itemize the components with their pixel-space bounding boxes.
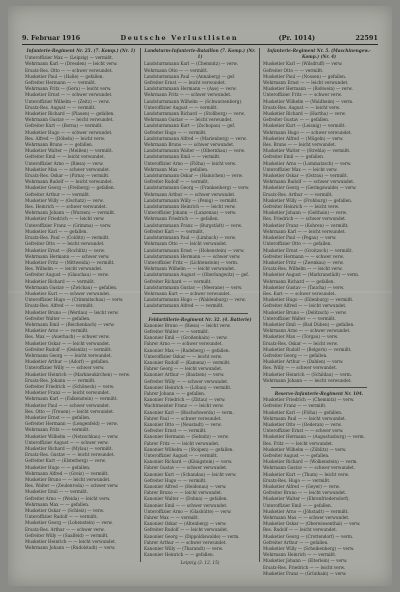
- casualty-entry: Gefreiter Emil — — leicht verwundet.: [25, 154, 105, 160]
- casualty-entry: Landsturmmann Hermann — — schwer verw.: [144, 253, 241, 259]
- casualty-entry: Musketier Arno — (Lommatzsch) — verw.: [263, 160, 352, 166]
- casualty-entry: Unteroffizier Fritz — (Lichtenstein) — verm.: [144, 259, 239, 265]
- casualty-entry: Landsturmmann Georg — (Frankenberg) — verw.: [144, 185, 250, 191]
- casualty-entry: Wehrmann Ernst — — leicht verwundet.: [263, 80, 349, 86]
- casualty-entry: Wehrmann Alfred — (Greiz) — vermißt.: [25, 470, 109, 476]
- casualty-entry: Musketier Kurt — — schwer verwundet.: [25, 290, 111, 296]
- casualty-entry: Musketier Fritz — (Mittweida) — vermißt.: [25, 259, 115, 265]
- casualty-entry: Musketier Johann — (Geithain) — verw.: [263, 210, 348, 216]
- casualty-entry: Wehrmann Otto — — vermißt.: [144, 67, 208, 73]
- column-2: [140, 48, 259, 566]
- casualty-entry: Musketier Bruno — (Werdau) — leicht verw.: [25, 309, 119, 315]
- casualty-entry: Musketier Paul — (Pegau) — verw.: [263, 235, 337, 241]
- casualty-entry: Musketier Otto — (Oederan) — verw.: [263, 421, 342, 427]
- casualty-entry: Unteroffizier Max — (Leipzig) — vermißt.: [25, 55, 114, 61]
- casualty-entry: Kanonier Rudolf — (Kamenz) — vermißt.: [144, 359, 231, 365]
- casualty-entry: Gefreiter Gustav — — gefallen.: [263, 117, 330, 123]
- section-heading: Reserve-Infanterie-Regiment Nr. 104.: [274, 390, 364, 396]
- casualty-entry: Gefreiter Walter — — gefallen.: [25, 315, 91, 321]
- casualty-entry: Wehrmann Georg — — leicht verwundet.: [25, 352, 112, 358]
- casualty-entry: Unteroffizier Johann — (Lunzenau) — verw.: [144, 210, 237, 216]
- casualty-entry: Wehrmann Kurt — — schwer verwundet.: [144, 290, 231, 296]
- casualty-entry: Wehrmann Gustav — — leicht verwundet.: [144, 117, 233, 123]
- casualty-entry: Landsturmmann Wilhelm — (Schwarzenberg).: [144, 98, 243, 104]
- casualty-entry: Musketier Walter — (Meißen) — vermißt.: [25, 148, 113, 154]
- casualty-entry: Gefreiter Arthur — — gefallen.: [263, 539, 329, 545]
- casualty-entry: Kanonier Heinrich — — gefallen.: [144, 552, 214, 558]
- casualty-entry: Gefreiter Walter — — vermißt.: [144, 328, 209, 334]
- casualty-entry: Wehrmann Arthur — — schwer verwundet.: [144, 191, 236, 197]
- casualty-entry: Musketier Walter — (Strehla) — vermißt.: [263, 148, 351, 154]
- casualty-entry: Musketier Max — — schwer verwundet.: [25, 166, 111, 172]
- casualty-entry: Musketier Karl — (Flöha) — gefallen.: [263, 409, 343, 415]
- casualty-entry: Fahrer Johann — — gefallen.: [144, 390, 206, 396]
- casualty-entry: Landsturmmann Gustav — (Meerane) — verw.: [144, 284, 243, 290]
- casualty-entry: Wehrmann Gustav — (Zwickau) — gefallen.: [25, 284, 118, 290]
- casualty-entry: Wehrmann Wilhelm — — leicht verwundet.: [144, 266, 236, 272]
- casualty-entry: Musketier Hermann — (Roßwein) — verw.: [263, 86, 353, 92]
- paper-fold: [8, 291, 392, 293]
- casualty-entry: Wehrmann Fritz — — schwer verwundet.: [144, 92, 232, 98]
- casualty-entry: Musketier August — (Markranstädt) — verm.: [263, 272, 360, 278]
- casualty-entry: Ersatz-Res. Friedrich — — leicht verw.: [263, 564, 346, 570]
- casualty-entry: Musketier Walter — (Ehrenfriedersdorf).: [263, 496, 350, 502]
- casualty-entry: Landsturmmann Hermann — (Aue) — verw.: [144, 86, 237, 92]
- casualty-entry: Kanonier Max — (Radeberg) — gefallen.: [144, 347, 230, 353]
- casualty-entry: Musketier Ernst — (Rochlitz) — verw.: [25, 247, 106, 253]
- casualty-entry: Musketier Karl — — gefallen.: [25, 228, 88, 234]
- casualty-entry: Musketier Georg — (Crottendorf) — verm.: [263, 533, 354, 539]
- casualty-entry: Gefreiter Rudolf — — leicht verwundet.: [144, 527, 229, 533]
- casualty-entry: Wehrmann Bruno — — gefallen.: [25, 142, 94, 148]
- casualty-entry: Gefreiter August — — gefallen.: [263, 453, 330, 458]
- casualty-entry: Kanonier Oskar — (Altenberg) — verw.: [144, 521, 227, 527]
- casualty-entry: Wehrmann Gustav — — leicht verwundet.: [25, 117, 114, 123]
- header-page-number: 22591: [355, 34, 378, 42]
- casualty-entry: Kanonier Emil — — schwer verwundet.: [144, 502, 228, 508]
- casualty-entry: Musketier Emil — — vermißt.: [25, 489, 89, 495]
- casualty-entry: Kanonier Heinrich — (Löbau) — vermißt.: [144, 384, 232, 390]
- casualty-entry: Musketier Hugo — — schwer verwundet.: [25, 129, 113, 135]
- casualty-entry: Res. Bruno — — leicht verwundet.: [263, 142, 337, 148]
- header-issue: (Pr. 1014): [278, 34, 316, 42]
- casualty-entry: Unteroffizier Hugo — (Crimmitschau) — verw.: [25, 297, 124, 303]
- casualty-entry: Landsturmmann Walter — (Olbernhau) — verw.: [144, 148, 246, 154]
- casualty-entry: Kanonier Arthur — (Bautzen) — verw.: [144, 372, 225, 378]
- casualty-entry: Musketier Alfred — (Geyer) — verw.: [263, 484, 340, 490]
- casualty-entry: Wehrmann Hugo — — schwer verwundet.: [263, 129, 352, 135]
- casualty-entry: Wehrmann Arno — — schwer verwundet.: [263, 328, 351, 334]
- casualty-entry: Kanonier Bruno — (Riesa) — leicht verw.: [144, 322, 231, 328]
- casualty-entry: Musketier Oskar — (Oberwiesenthal) — verw.: [263, 521, 361, 527]
- column-3: [259, 48, 378, 576]
- casualty-entry: Gefreiter Emil — — gefallen.: [263, 154, 325, 160]
- casualty-entry: Musketier Bruno — (Delitzsch) — verw.: [263, 309, 347, 315]
- casualty-entry: Musketier Arthur — (Dahlen) — verw.: [263, 359, 344, 365]
- casualty-entry: Gefreiter Otto — — vermißt.: [263, 67, 324, 73]
- casualty-entry: Gefreiter Ernst — — leicht verwundet.: [144, 80, 226, 86]
- casualty-entry: Res. Alfred — (Döbeln) — leicht verw.: [25, 135, 106, 141]
- casualty-entry: Kanonier Richard — (Königstein) — verw.: [144, 459, 233, 465]
- casualty-entry: Musketier Hermann — (Augustusburg) — verm.: [263, 434, 365, 440]
- casualty-entry: Fahrer Gustav — — schwer verwundet.: [144, 465, 228, 471]
- casualty-entry: Musketier Willy — (Oschatz) — verw.: [25, 197, 104, 203]
- casualty-entry: Landsturmmann August — (Oberlungwitz) — gef.: [144, 272, 249, 278]
- casualty-entry: Musketier Arno — — vermißt.: [25, 328, 89, 334]
- casualty-entry: Ersatz-Res. Paul — (Colditz) — vermißt.: [25, 235, 110, 241]
- casualty-entry: Musketier Kurt — (Thum) — leicht verw.: [263, 471, 350, 477]
- casualty-entry: Landsturmmann Kurt — (Zschopau) — gef.: [144, 123, 236, 129]
- casualty-entry: Gefreiter Arno — (Weida) — leicht verw.: [25, 495, 111, 501]
- casualty-entry: Gefreiter Alfred — — leicht verwundet.: [263, 303, 347, 309]
- casualty-entry: Ersatz-Res. Johann — — vermißt.: [25, 377, 96, 383]
- newspaper-page: [8, 6, 392, 586]
- casualty-entry: Ersatz-Res. Wilhelm — — leicht verw.: [263, 266, 343, 272]
- casualty-entry: Gefreiter Otto — — leicht verwundet.: [25, 241, 105, 247]
- casualty-entry: Musketier Fritz — (Zwenkau) — verw.: [263, 259, 344, 265]
- casualty-entry: Fahrer Arthur — — schwer verwundet.: [144, 539, 227, 545]
- casualty-entry: Res. Rudolf — — leicht verwundet.: [263, 527, 337, 533]
- casualty-entry: Musketier Paul — (Halle) — gefallen.: [25, 73, 104, 79]
- casualty-entry: Res. Friedrich — — schwer verwundet.: [263, 216, 347, 222]
- section-heading: Feldartillerie-Regiment Nr. 32. (4. Batterie): [148, 316, 252, 322]
- casualty-entry: Musketier Gustav — (Taucha) — verw.: [263, 284, 345, 290]
- casualty-entry: Musketier Willy — (Scheibenberg) — verw.: [263, 546, 355, 552]
- casualty-entry: Musketier Richard — (Wolkenstein) — verm.: [263, 459, 358, 465]
- casualty-entry: Wehrmann Karl — — leicht verwundet.: [263, 228, 346, 234]
- casualty-entry: Musketier Franz — (Grünhain) — verw.: [263, 570, 347, 576]
- casualty-entry: Gefreiter Hugo — — vermißt.: [144, 477, 207, 483]
- casualty-entry: Kanonier Karl — (Bischofswerda) — verm.: [144, 409, 234, 415]
- casualty-entry: Wehrmann Max — — gefallen.: [25, 501, 90, 507]
- casualty-entry: Fahrer Bruno — — leicht verwundet.: [144, 490, 223, 496]
- casualty-entry: Musketier Ernst — (Groitzsch) — vermißt.: [263, 247, 353, 253]
- page-header: [22, 32, 378, 45]
- casualty-entry: Kanonier Wilhelm — (Stolpen) — gefallen.: [144, 446, 234, 452]
- casualty-entry: Wehrmann Hermann — — schwer verw.: [25, 253, 110, 259]
- casualty-entry: Unteroffizier August — — vermißt.: [144, 453, 218, 458]
- casualty-entry: Wehrmann Johann — — leicht verwundet.: [263, 377, 352, 383]
- casualty-entry: Landsturmmann Alfred — — vermißt.: [144, 303, 224, 309]
- casualty-entry: Musketier Richard — (Hartha) — verw.: [263, 111, 346, 117]
- casualty-entry: Musketier Emil — (Bad Düben) — gefallen.: [263, 321, 355, 327]
- casualty-entry: Res. Kurt — — schwer verwundet.: [263, 290, 336, 296]
- casualty-entry: Kanonier Willy — (Tharandt) — verw.: [144, 546, 224, 552]
- casualty-entry: Landsturmmann Alfred — (Marienberg) — verw.: [144, 135, 247, 141]
- casualty-entry: Fahrer Max — — vermißt.: [144, 515, 200, 521]
- casualty-entry: Musketier Georg — (Lobenstein) — verw.: [25, 520, 113, 526]
- casualty-entry: Gefreiter Bruno — — leicht verwundet.: [263, 490, 347, 496]
- casualty-entry: Res. Otto — (Treuen) — leicht verwundet.: [25, 408, 115, 414]
- casualty-entry: Landsturmmann Emil — — vermißt.: [144, 154, 221, 160]
- casualty-entry: Kanonier Otto — (Neustadt) — verw.: [144, 421, 222, 427]
- casualty-entry: Musketier Kurt — (Leisnig) — vermißt.: [263, 123, 346, 129]
- casualty-entry: Gefreiter Friedrich — (Schöneck) — verw.: [25, 383, 115, 389]
- casualty-entry: Landsturmmann Hugo — (Waldenburg) — verw.: [144, 297, 246, 303]
- casualty-entry: Wehrmann Emil — (Reichenbach) — verw.: [25, 321, 115, 327]
- casualty-entry: Gefreiter Georg — — gefallen.: [263, 352, 328, 358]
- casualty-entry: Musketier Bruno — — leicht verwundet.: [25, 477, 111, 483]
- casualty-entry: Gefreiter Rudolf — — vermißt.: [144, 179, 209, 185]
- casualty-entry: Wehrmann Fritz — (Gera) — leicht verw.: [25, 86, 112, 92]
- casualty-entry: Gefreiter Rudolf — (Oelsnitz) — vermißt.: [25, 346, 112, 352]
- casualty-entry: Unteroffizier Willy — — schwer verw.: [25, 365, 105, 371]
- casualty-entry: Musketier Arthur — (Adorf) — gefallen.: [25, 359, 110, 365]
- casualty-entry: Gefreiter Hermann — — vermißt.: [25, 80, 97, 86]
- header-date: 9. Februar 1916: [22, 34, 81, 42]
- casualty-entry: Res. Willy — — schwer verwundet.: [263, 365, 338, 371]
- casualty-entry: Gefreiter Hermann — — schwer verw.: [263, 253, 344, 259]
- casualty-entry: Wehrmann Rudolf — — leicht verwundet.: [25, 179, 113, 185]
- casualty-entry: Wehrmann Otto — — leicht verwundet.: [144, 241, 228, 247]
- casualty-entry: Musketier Georg — (Freiberg) — gefallen.: [25, 185, 115, 191]
- casualty-entry: Ersatz-Res. Alfred — — vermißt.: [25, 303, 94, 309]
- casualty-entry: Landsturmmann Richard — (Stollberg) — verw.: [144, 111, 245, 117]
- casualty-entry: Kanonier Kurt — (Schandau) — leicht verw.: [144, 471, 237, 477]
- casualty-entry: Unteroffizier Franz — (Grimma) — verw.: [25, 222, 112, 228]
- casualty-entry: Musketier Karl — (Wilsdruff) — verw.: [263, 61, 343, 67]
- casualty-entry: Landsturmmann Karl — (Chemnitz) — verw.: [144, 61, 238, 67]
- casualty-entry: Musketier Richard — (Plauen) — gefallen.: [25, 111, 115, 117]
- casualty-entry: Unteroffizier Arno — (Glashütte) — verw.: [144, 508, 232, 514]
- casualty-entry: Res. Fritz — — leicht verwundet.: [263, 440, 334, 446]
- casualty-entry: Wehrmann Johann — (Wurzen) — vermißt.: [25, 210, 116, 216]
- casualty-entry: Gefreiter Ernst — — vermißt.: [144, 428, 207, 434]
- casualty-entry: Musketier Heinrich — — leicht verwundet.: [25, 539, 117, 545]
- casualty-entry: Gefreiter Heinrich — — leicht verw.: [263, 204, 340, 210]
- casualty-entry: Unteroffizier Emil — — gefallen.: [263, 502, 333, 508]
- casualty-entry: Landsturmmann Willy — (Penig) — vermißt.: [144, 197, 238, 203]
- casualty-entry: Gefreiter Richard — — vermißt.: [144, 278, 212, 284]
- casualty-entry: Fahrer Fritz — — leicht verwundet.: [144, 440, 220, 446]
- casualty-entry: Landsturmmann Paul — (Annaberg) — gef.: [144, 73, 236, 79]
- casualty-entry: Gefreiter Hermann — (Lengenfeld) — verw.: [25, 421, 118, 427]
- casualty-entry: Wehrmann Fritz — — vermißt.: [25, 427, 90, 433]
- casualty-entry: Fahrer Paul — — schwer verwundet.: [144, 415, 222, 421]
- casualty-entry: Musketier Friedrich — (Chemnitz) — verw.: [263, 397, 355, 403]
- casualty-entry: Gefreiter Kurt — (Elsterberg) — verw.: [25, 458, 106, 464]
- casualty-entry: Musketier Johann — (Elterlein) — verw.: [263, 558, 348, 564]
- casualty-entry: Musketier Willy — (Frohburg) — gefallen.: [263, 197, 353, 203]
- casualty-entry: Unteroffizier Arno — (Flöha) — leicht verw.: [144, 160, 237, 166]
- casualty-entry: Musketier Rudolf — (Belgern) — vermißt.: [263, 346, 352, 352]
- casualty-entry: Musketier Wilhelm — (Zöblitz) — verw.: [263, 446, 347, 452]
- casualty-entry: Wehrmann Karl — (Dresden) — leicht verw.: [25, 61, 118, 67]
- casualty-entry: Ersatz-Res. August — — vermißt.: [25, 104, 96, 110]
- casualty-entry: Unteroffizier August — — schwer verw.: [25, 439, 109, 445]
- casualty-entry: Musketier Ernst — — gefallen.: [25, 414, 91, 420]
- casualty-entry: Ersatz-Res. Oskar — — leicht verw.: [263, 340, 338, 346]
- casualty-entry: Wachtmeister Franz — — leicht verw.: [144, 403, 224, 409]
- casualty-entry: Musketier Paul — — schwer verwundet.: [25, 402, 111, 408]
- casualty-entry: Wehrmann Rudolf — — schwer verwundet.: [263, 179, 355, 185]
- section-divider: [271, 387, 367, 388]
- casualty-entry: Musketier Richard — — vermißt.: [25, 278, 96, 284]
- casualty-entry: Fahrer Georg — — leicht verwundet.: [144, 366, 223, 372]
- column-heading: Landsturm-Infanterie-Bataillon (7. Komp.) (Nr. 1): [144, 48, 256, 60]
- casualty-entry: Landsturmmann Franz — (Burgstädt) — verw.: [144, 222, 243, 228]
- casualty-entry: Wehrmann Johann — (Rudolstadt) — verw.: [25, 545, 116, 551]
- casualty-entry: Kanonier Walter — (Dohna) — gefallen.: [144, 496, 228, 502]
- casualty-entry: Wehrmann Heinrich — — vermißt.: [263, 552, 337, 558]
- column-heading: Infanterie-Regiment Nr. 5. (Maschinengew.-Komp.) (Nr. 4): [267, 48, 371, 60]
- casualty-entry: Musketier Hugo — (Eilenburg) — vermißt.: [263, 297, 354, 303]
- casualty-entry: Landsturmmann Paul — (Limbach) — verw.: [144, 235, 237, 241]
- casualty-entry: Gefreiter Hugo — — vermißt.: [144, 129, 207, 135]
- casualty-entry: Musketier Arno — (Jöhstadt) — vermißt.: [263, 508, 349, 514]
- casualty-entry: Kanonier Georg — (Dippoldiswalde) — verm.: [144, 533, 240, 539]
- casualty-entry: Res. Heinrich — — schwer verwundet.: [25, 204, 107, 210]
- columns: [22, 48, 378, 576]
- column-heading: Infanterie-Regiment Nr. 25. (7. Komp.) (Nr. 1): [26, 48, 136, 53]
- casualty-entry: Res. Max — (Auerbach) — schwer verw.: [25, 334, 110, 340]
- casualty-entry: Unteroffizier Oskar — — leicht verw.: [144, 353, 223, 359]
- casualty-entry: Musketier Oskar — (Ostrau) — vermißt.: [263, 173, 348, 179]
- casualty-entry: Res. Wilhelm — — leicht verwundet.: [25, 266, 103, 272]
- casualty-entry: Gefreiter August — (Glauchau) — verw.: [25, 272, 109, 278]
- casualty-entry: Unteroffizier Max — — leicht verw.: [263, 166, 338, 172]
- casualty-entry: Res. Walter — (Zeulenroda) — schwer verw.: [25, 483, 119, 489]
- casualty-entry: Musketier Alfred — (Mügeln) — verw.: [263, 135, 344, 141]
- casualty-entry: Gefreiter Willy — — schwer verwundet.: [144, 378, 229, 384]
- casualty-entry: Musketier Oskar — (Schleiz) — verw.: [25, 508, 105, 514]
- casualty-entry: Musketier Georg — (Geringswalde) — verw.: [263, 185, 357, 191]
- casualty-entry: Kanonier Emil — (Großenhain) — verw.: [144, 335, 228, 341]
- casualty-entry: Unteroffizier Fritz — — schwer verw.: [263, 92, 342, 98]
- casualty-entry: Ersatz-Res. Gustav — — leicht verwundet.: [25, 452, 115, 458]
- casualty-entry: Musketier Heinrich — (Markneukirchen) — verw.: [25, 371, 131, 377]
- casualty-entry: Ersatz-Res. Arthur — — vermißt.: [263, 191, 333, 197]
- casualty-entry: Wehrmann Gustav — — schwer verwundet.: [263, 465, 356, 471]
- casualty-entry: Musketier Franz — (Kohren) — vermißt.: [263, 222, 349, 228]
- casualty-entry: Unteroffizier Arno — (Riesa) — verw.: [25, 160, 104, 166]
- casualty-entry: Kanonier Hermann — (Sebnitz) — verw.: [144, 434, 229, 440]
- column-footnote: Leipzig (3. 12. 15): [180, 560, 220, 566]
- section-divider: [152, 313, 248, 314]
- casualty-entry: Gefreiter Arthur — — vermißt.: [25, 191, 91, 197]
- casualty-entry: Unteroffizier August — — vermißt.: [144, 104, 218, 110]
- casualty-entry: Musketier Ernst — — schwer verwundet.: [25, 92, 113, 98]
- casualty-entry: Unteroffizier Rudolf — — vermißt.: [25, 514, 98, 520]
- casualty-entry: Ersatz-Res. Oskar — (Pirna) — vermißt.: [25, 173, 110, 179]
- casualty-entry: Ersatz-Res. Otto — — schwer verwundet.: [25, 67, 113, 73]
- casualty-entry: Musketier Oskar — — leicht verwundet.: [25, 340, 111, 346]
- casualty-entry: Landsturmmann Ernst — (Hohenstein) — verw.: [144, 247, 245, 253]
- casualty-entry: Gefreiter Karl — — vermißt.: [144, 228, 204, 234]
- casualty-entry: Wehrmann Friedrich — — gefallen.: [144, 216, 219, 222]
- casualty-entry: Ersatz-Res. Hugo — — vermißt.: [263, 477, 331, 483]
- casualty-entry: Wehrmann Max — — gefallen.: [144, 166, 209, 172]
- casualty-entry: Musketier Friedrich — — leicht verw.: [25, 216, 105, 222]
- casualty-entry: Musketier Heinrich — (Schildau) — verm.: [263, 371, 353, 377]
- casualty-entry: Wehrmann Bruno — — schwer verwundet.: [144, 142, 235, 148]
- casualty-entry: Musketier Wilhelm — (Netzschkau) — verw.: [25, 433, 119, 439]
- casualty-entry: Landsturmmann Oskar — (Hainichen) — verw.: [144, 173, 243, 179]
- casualty-entry: Musketier Richard — (Mylau) — vermißt.: [25, 446, 113, 451]
- casualty-entry: Unteroffizier Otto — — gefallen.: [263, 241, 332, 247]
- casualty-entry: Wehrmann Karl — (Falkenstein) — vermißt.: [25, 396, 118, 402]
- casualty-entry: Landsturmmann Heinrich — — leicht verw.: [144, 204, 236, 210]
- casualty-entry: Wehrmann Max — — schwer verwundet.: [263, 515, 350, 521]
- casualty-entry: Wehrmann Paul — — leicht verwundet.: [263, 415, 347, 421]
- casualty-entry: Musketier Max — (Torgau) — verw.: [263, 334, 339, 340]
- casualty-entry: Fahrer Arno — — schwer verwundet.: [144, 341, 223, 347]
- casualty-entry: Kanonier Alfred — (Heidenau) — verw.: [144, 484, 227, 490]
- column-1: [22, 48, 140, 562]
- casualty-entry: Unteroffizier Wilhelm — (Zeitz) — verw.: [25, 98, 110, 104]
- casualty-entry: Musketier Wilhelm — (Waldheim) — verm.: [263, 98, 354, 104]
- casualty-entry: Ersatz-Res. Arthur — — schwer verw.: [25, 526, 105, 532]
- casualty-entry: Gefreiter Franz — — vermißt.: [263, 403, 327, 409]
- casualty-entry: Wehrmann Richard — — gefallen.: [263, 278, 335, 284]
- casualty-entry: Unteroffizier Walter — — vermißt.: [263, 315, 336, 321]
- casualty-entry: Gefreiter Kurt — (Borna) — vermißt.: [25, 123, 103, 129]
- casualty-entry: Ersatz-Res. August — — leicht verw.: [263, 104, 341, 110]
- casualty-entry: Gefreiter Willy — (Saalfeld) — vermißt.: [25, 532, 109, 538]
- casualty-entry: Musketier Paul — (Nossen) — gefallen.: [263, 73, 347, 79]
- casualty-entry: Kanonier Friedrich — (Zittau) — verw.: [144, 397, 226, 403]
- casualty-entry: Musketier Franz — — leicht verwundet.: [25, 390, 110, 396]
- header-title: Deutsche Verlustlisten: [120, 34, 239, 42]
- casualty-entry: Unteroffizier Ernst — — schwer verw.: [263, 428, 344, 434]
- casualty-entry: Musketier Hugo — — gefallen.: [25, 464, 91, 470]
